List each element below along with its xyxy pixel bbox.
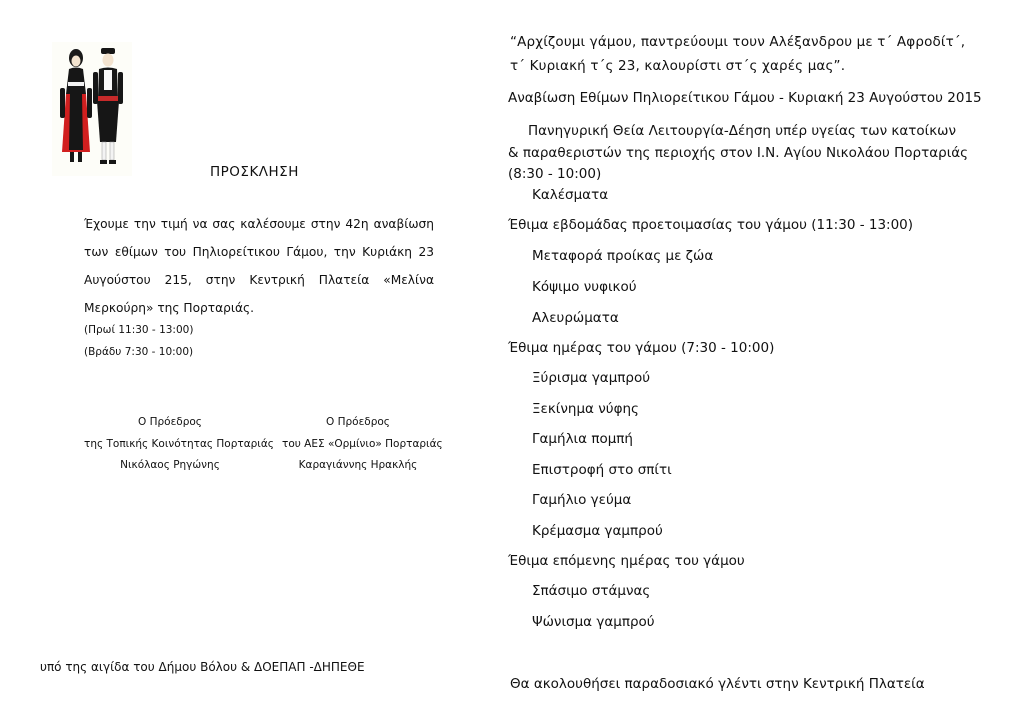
next-day-customs-header: Έθιμα επόμενης ημέρας του γάμου [508, 553, 745, 569]
week-item: Κόψιμο νυφικού [532, 279, 637, 295]
time-morning: (Πρωί 11:30 - 13:00) [84, 324, 194, 336]
week-item: Μεταφορά προίκας με ζώα [532, 248, 714, 264]
bride-figure-icon [60, 49, 92, 162]
day-item: Επιστροφή στο σπίτι [532, 462, 672, 478]
next-day-item: Σπάσιμο στάμνας [532, 583, 651, 599]
signature-name: Νικόλαος Ρηγώνης [120, 459, 220, 471]
couple-illustration [52, 42, 132, 176]
signature-community-president [84, 412, 274, 477]
liturgy-line-1: Πανηγυρική Θεία Λειτουργία-Δέηση υπέρ υγείας των κατοίκων [528, 123, 957, 139]
day-customs-header: Έθιμα ημέρας του γάμου (7:30 - 10:00) [508, 340, 775, 356]
week-customs-header: Έθιμα εβδομάδας προετοιμασίας του γάμου (11:30 - 13:00) [508, 217, 914, 233]
next-day-item: Ψώνισμα γαμπρού [532, 614, 655, 630]
day-item: Γαμήλιο γεύμα [532, 492, 632, 508]
quote-line-2: τ΄ Κυριακή τ΄ς 23, καλουρίστι στ΄ς χαρές μας”. [510, 58, 846, 74]
kalesmata-item: Καλέσματα [532, 187, 609, 203]
time-evening: (Βράδυ 7:30 - 10:00) [84, 346, 194, 358]
signature-role: Ο Πρόεδρος [326, 416, 390, 428]
signature-name: Καραγιάννης Ηρακλής [298, 459, 418, 471]
quote-line-1: “Αρχίζουμι γάμου, παντρεύουμι τουν Αλέξανδρου με τ΄ Αφροδίτ΄, [510, 34, 966, 50]
day-item: Γαμήλια πομπή [532, 431, 633, 447]
signature-association-president [282, 412, 443, 477]
left-footer: υπό της αιγίδα του Δήμου Βόλου & ΔΟΕΠΑΠ -ΔΗΠΕΘΕ [40, 660, 365, 674]
signature-role: Ο Πρόεδρος [138, 416, 202, 428]
day-item: Κρέμασμα γαμπρού [532, 523, 663, 539]
liturgy-time: (8:30 - 10:00) [508, 166, 602, 182]
event-title: Αναβίωση Εθίμων Πηλιορείτικου Γάμου - Κυριακή 23 Αυγούστου 2015 [508, 90, 982, 106]
liturgy-line-2: & παραθεριστών της περιοχής στον Ι.Ν. Αγίου Νικολάου Πορταριάς [508, 145, 969, 161]
invitation-text: Έχουμε την τιμή να σας καλέσουμε στην 42η αναβίωση των εθίμων του Πηλιορείτικου Γάμου, την Κυριάκη 23 Αυγούστου 215, στην Κεντρική Πλατεία «Μελίνα Μερκούρη» της Πορταριάς. [84, 217, 434, 315]
signature-org: της Τοπικής Κοινότητας Πορταριάς [84, 437, 274, 450]
day-item: Ξεκίνημα νύφης [532, 401, 639, 417]
right-footer: Θα ακολουθήσει παραδοσιακό γλέντι στην Κεντρική Πλατεία [510, 676, 925, 692]
invitation-title: ΠΡΟΣΚΛΗΣΗ [210, 164, 299, 180]
signature-org: του ΑΕΣ «Ορμίνιο» Πορταριάς [282, 437, 443, 450]
day-item: Ξύρισμα γαμπρού [532, 370, 651, 386]
week-item: Αλευρώματα [532, 310, 619, 326]
groom-figure-icon [93, 48, 123, 164]
